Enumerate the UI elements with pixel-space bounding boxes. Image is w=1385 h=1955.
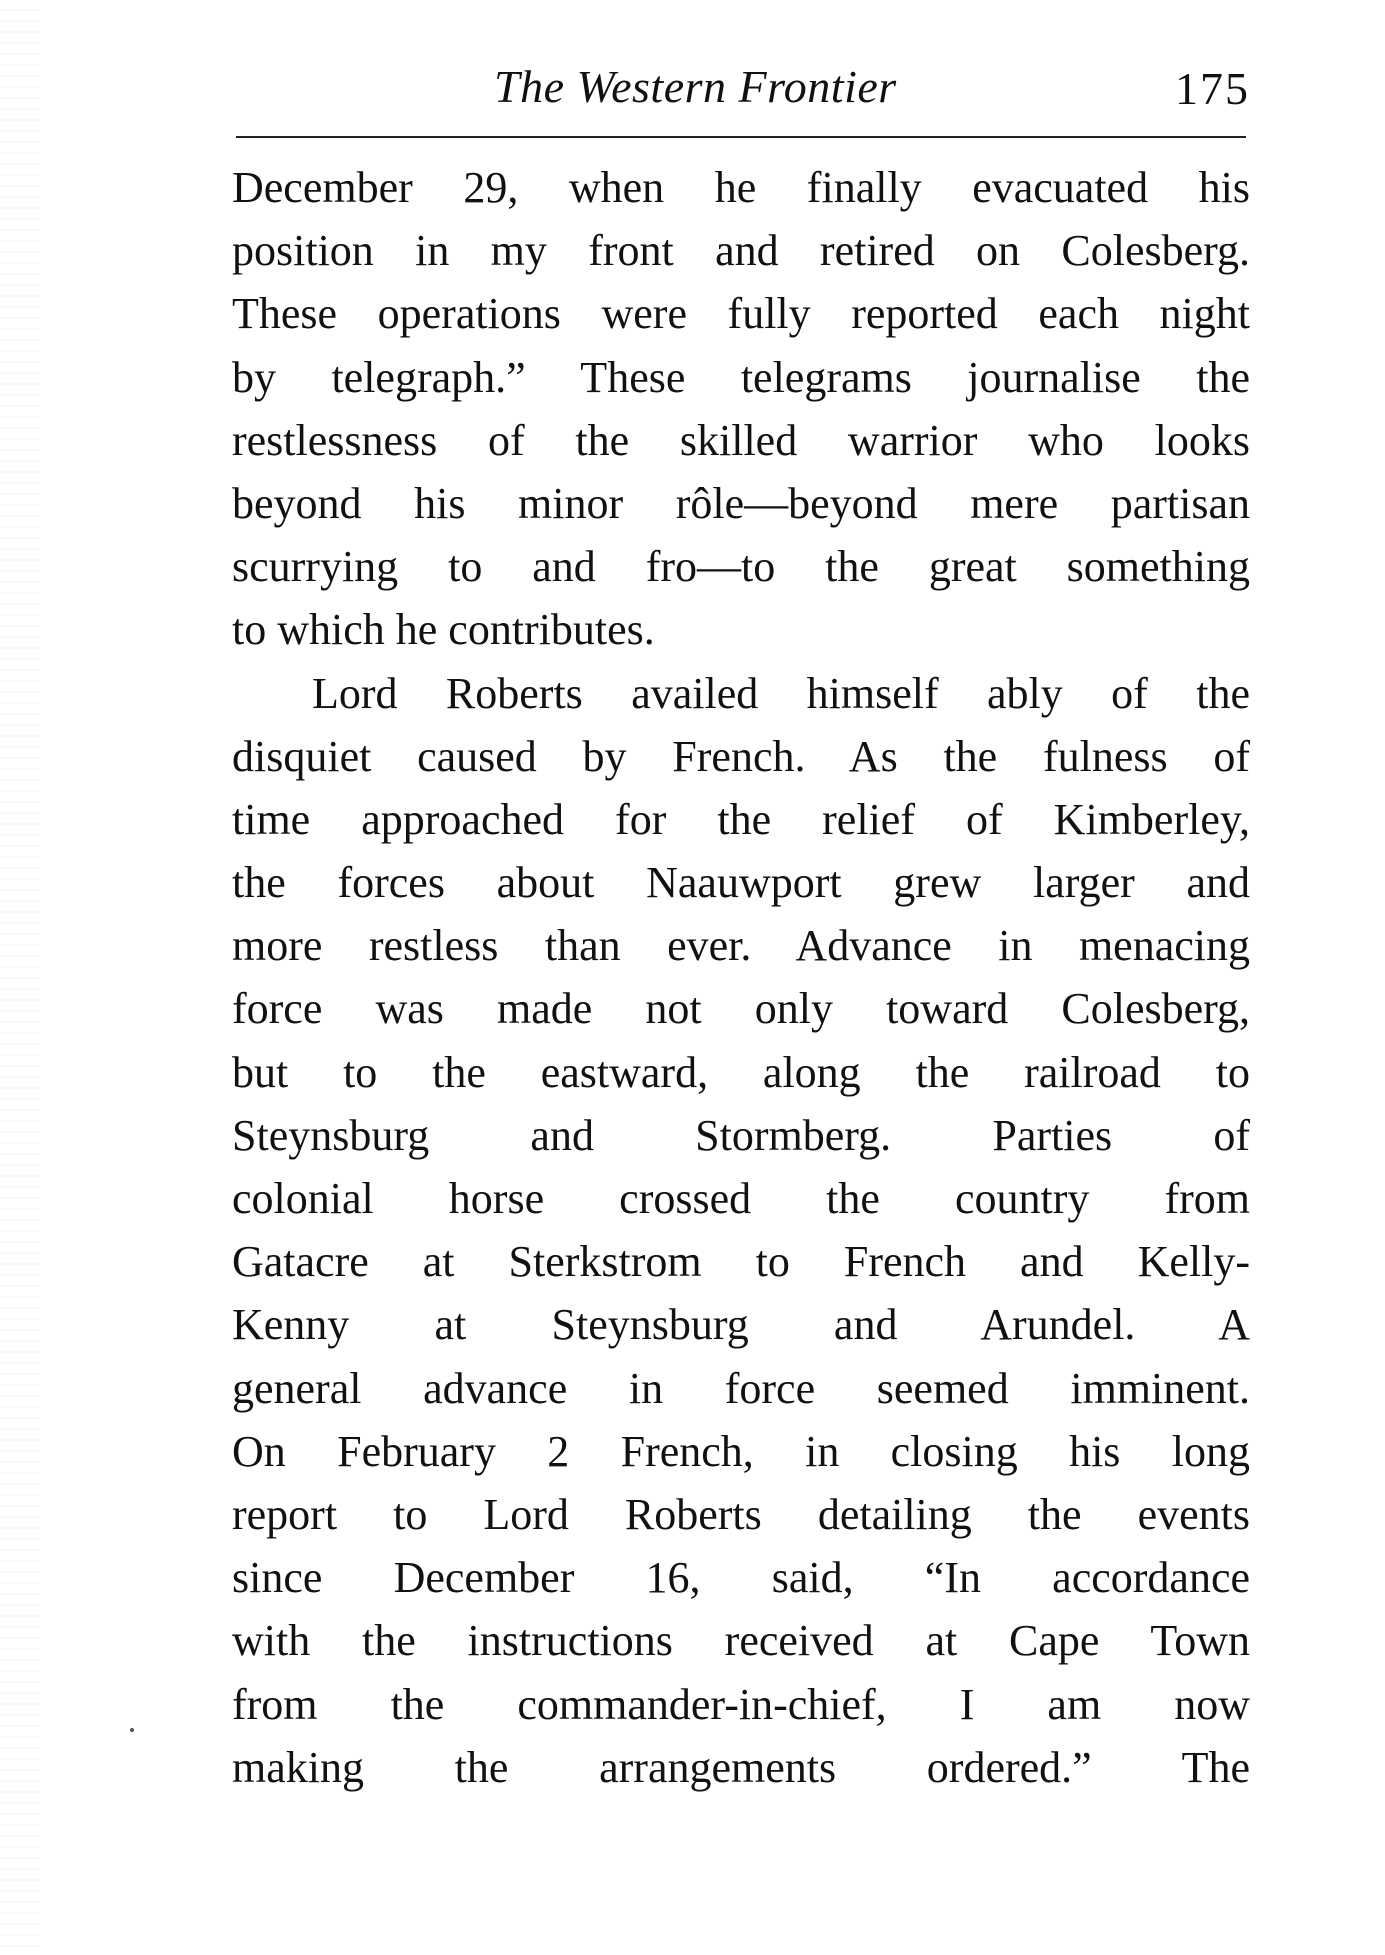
text-line: from the commander-in-chief, I am now (232, 1679, 1250, 1729)
text-line: disquiet caused by French. As the fulness of (232, 731, 1250, 781)
body-text (232, 156, 1250, 1799)
text-line: general advance in force seemed imminent. (232, 1363, 1250, 1413)
text-line: force was made not only toward Colesberg, (232, 984, 1250, 1034)
text-line-paragraph-end: to which he contributes. (232, 605, 655, 655)
running-title: The Western Frontier (494, 61, 897, 112)
text-line: These operations were fully reported each night (232, 289, 1250, 339)
text-line-paragraph-start: Lord Roberts availed himself ably of the (312, 668, 1250, 718)
text-line: Gatacre at Sterkstrom to French and Kelly- (232, 1237, 1250, 1287)
text-line: but to the eastward, along the railroad to (232, 1047, 1250, 1097)
text-line: colonial horse crossed the country from (232, 1174, 1250, 1223)
text-line: with the instructions received at Cape Town (232, 1616, 1250, 1666)
text-line: the forces about Naauwport grew larger and (232, 858, 1250, 908)
text-line: beyond his minor rôle—beyond mere partisan (232, 478, 1250, 528)
text-line: by telegraph.” These telegrams journalise the (232, 352, 1250, 402)
text-line: report to Lord Roberts detailing the events (232, 1489, 1250, 1539)
text-line: time approached for the relief of Kimberley, (232, 794, 1250, 844)
text-line: December 29, when he finally evacuated his (232, 163, 1250, 212)
text-line: restlessness of the skilled warrior who looks (232, 415, 1250, 465)
page-gutter-shadow (0, 0, 40, 1955)
text-line: Steynsburg and Stormberg. Parties of (232, 1110, 1250, 1160)
text-line: more restless than ever. Advance in menacing (232, 921, 1250, 971)
page-number: 175 (1175, 63, 1250, 114)
text-line: scurrying to and fro—to the great something (232, 542, 1250, 592)
text-line: making the arrangements ordered.” The (232, 1742, 1250, 1792)
page-header (232, 60, 1250, 132)
print-speck (130, 1728, 134, 1732)
header-rule (236, 136, 1246, 138)
text-line: position in my front and retired on Colesberg. (232, 226, 1250, 276)
text-line: On February 2 French, in closing his long (232, 1426, 1250, 1476)
text-line: Kenny at Steynsburg and Arundel. A (232, 1300, 1250, 1350)
text-line: since December 16, said, “In accordance (232, 1553, 1250, 1603)
